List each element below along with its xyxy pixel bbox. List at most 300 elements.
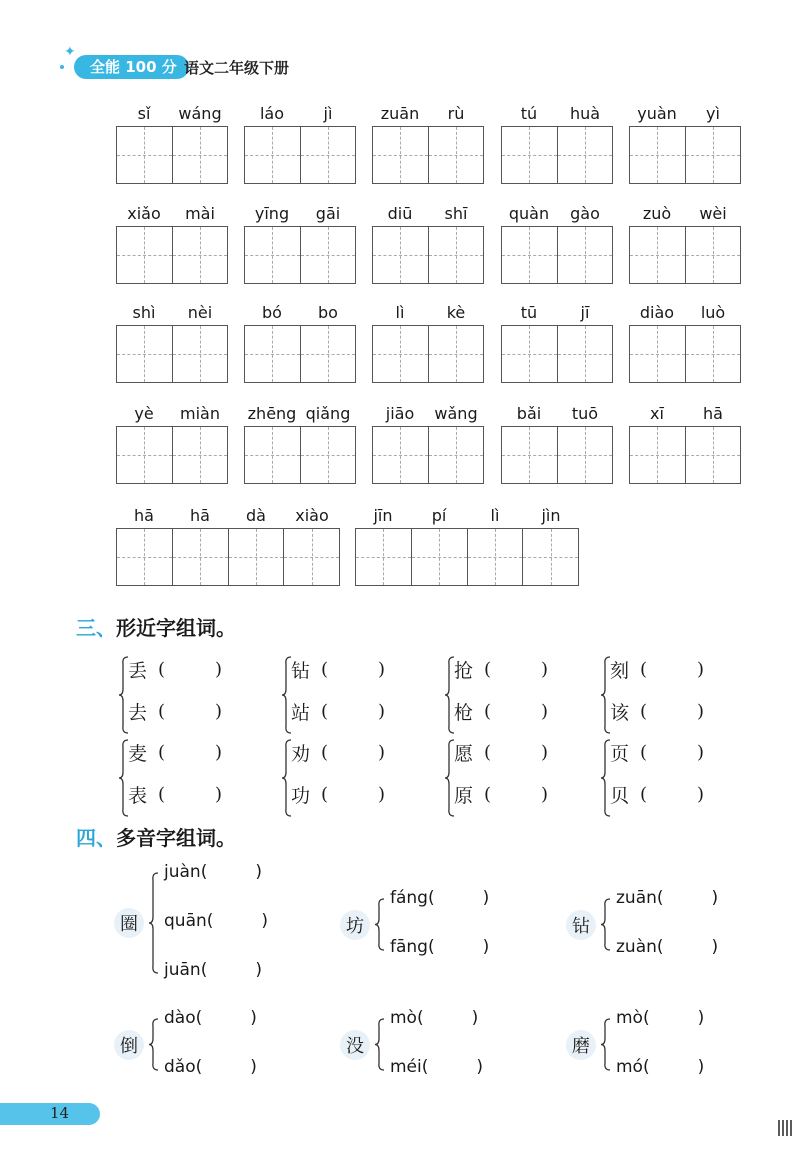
writing-cell[interactable]	[229, 529, 285, 585]
pinyin-word-box	[244, 402, 356, 484]
open-paren: (	[321, 700, 329, 722]
section-3-title	[76, 612, 236, 641]
similar-char-line	[610, 779, 704, 809]
similar-char: 愿	[454, 742, 474, 765]
pinyin-syllable: yì	[706, 104, 720, 123]
writing-cell[interactable]	[558, 326, 613, 382]
reading-line	[164, 960, 262, 980]
pinyin-word-box	[116, 301, 228, 383]
pinyin-word-box	[116, 504, 340, 586]
reading-line	[164, 1008, 257, 1028]
close-paren: )	[215, 658, 223, 680]
pinyin-syllable: láo	[259, 104, 285, 123]
writing-cell[interactable]	[468, 529, 524, 585]
open-paren: (	[321, 783, 329, 805]
pinyin-word-box	[629, 402, 741, 484]
similar-pair-group	[600, 737, 720, 821]
pinyin-word-box	[244, 202, 356, 284]
brace-icon	[374, 898, 386, 951]
pinyin-row	[244, 102, 356, 126]
pinyin-row	[501, 102, 613, 126]
writing-cell[interactable]	[173, 427, 228, 483]
open-paren: (	[656, 888, 664, 908]
similar-char-line	[454, 696, 548, 726]
pinyin-row	[372, 202, 484, 226]
pinyin-syllable: jì	[323, 104, 333, 123]
pinyin-word-box	[501, 102, 613, 184]
writing-cell[interactable]	[284, 529, 339, 585]
pinyin-row	[116, 202, 228, 226]
brace-icon	[148, 872, 160, 974]
writing-cell[interactable]	[630, 326, 686, 382]
pinyin-syllable: jīn	[373, 506, 393, 525]
similar-char: 抢	[454, 659, 474, 682]
close-paren: )	[697, 700, 705, 722]
pinyin-word-box	[372, 402, 484, 484]
pinyin-row	[501, 402, 613, 426]
writing-cell[interactable]	[173, 227, 228, 283]
open-paren: (	[642, 1008, 650, 1028]
pinyin-word-box	[372, 301, 484, 383]
pinyin-syllable: jī	[580, 303, 590, 322]
reading-pinyin: dǎo	[164, 1057, 196, 1077]
writing-cell[interactable]	[301, 326, 356, 382]
reading-line	[164, 862, 262, 882]
tianzige-cells	[244, 126, 356, 184]
similar-char-line	[128, 737, 222, 767]
close-paren: )	[250, 1057, 257, 1077]
pinyin-row	[372, 402, 484, 426]
writing-cell[interactable]	[686, 326, 741, 382]
similar-char: 表	[128, 784, 148, 807]
open-paren: (	[416, 1008, 424, 1028]
pinyin-row	[244, 202, 356, 226]
open-paren: (	[158, 741, 166, 763]
pinyin-syllable: luò	[700, 303, 726, 322]
pinyin-syllable: quàn	[508, 204, 550, 223]
close-paren: )	[711, 888, 719, 908]
open-paren: (	[427, 937, 435, 957]
writing-cell[interactable]	[301, 127, 356, 183]
open-paren: (	[421, 1057, 429, 1077]
similar-char-line	[128, 779, 222, 809]
pinyin-syllable: gào	[570, 204, 600, 223]
open-paren: (	[200, 960, 208, 980]
open-paren: (	[640, 700, 648, 722]
pinyin-syllable: wèi	[699, 204, 727, 223]
writing-cell[interactable]	[373, 326, 429, 382]
book-title: 语文二年级下册	[184, 59, 290, 77]
pinyin-syllable: sǐ	[137, 104, 151, 123]
pinyin-word-box	[372, 102, 484, 184]
open-paren: (	[484, 700, 492, 722]
pinyin-syllable: kè	[446, 303, 466, 322]
reading-line	[390, 937, 489, 957]
pinyin-syllable: gāi	[315, 204, 341, 223]
similar-char-line	[454, 737, 548, 767]
writing-cell[interactable]	[558, 427, 613, 483]
similar-pair-group	[444, 737, 564, 821]
pinyin-syllable: jiāo	[385, 404, 415, 423]
close-paren: )	[378, 783, 386, 805]
pinyin-syllable: hā	[134, 506, 154, 525]
tianzige-cells	[372, 426, 484, 484]
tianzige-cells	[244, 426, 356, 484]
pinyin-word-box	[116, 202, 228, 284]
similar-char: 贝	[610, 784, 630, 807]
tianzige-cells	[355, 528, 579, 586]
similar-char-line	[610, 654, 704, 684]
close-paren: )	[250, 1008, 257, 1028]
pinyin-syllable: pí	[431, 506, 447, 525]
tianzige-cells	[116, 325, 228, 383]
reading-pinyin: fāng	[390, 937, 428, 957]
pinyin-syllable: qiǎng	[305, 404, 351, 423]
similar-pair-group	[281, 737, 401, 821]
writing-cell[interactable]	[412, 529, 468, 585]
tianzige-cells	[629, 126, 741, 184]
similar-char: 丢	[128, 659, 148, 682]
reading-pinyin: fáng	[390, 888, 428, 908]
writing-cell[interactable]	[117, 326, 173, 382]
tianzige-cells	[501, 426, 613, 484]
writing-cell[interactable]	[523, 529, 578, 585]
reading-line	[390, 1008, 478, 1028]
open-paren: (	[195, 1057, 203, 1077]
close-paren: )	[215, 741, 223, 763]
pinyin-syllable: diào	[639, 303, 675, 322]
brace-icon	[600, 898, 612, 951]
pinyin-syllable: nèi	[187, 303, 213, 322]
pinyin-syllable: hā	[190, 506, 210, 525]
pinyin-syllable: lì	[490, 506, 500, 525]
pinyin-row	[116, 102, 228, 126]
pinyin-syllable: tuō	[571, 404, 599, 423]
reading-line	[616, 888, 718, 908]
open-paren: (	[484, 658, 492, 680]
pinyin-syllable: rù	[447, 104, 465, 123]
pinyin-row	[501, 202, 613, 226]
tianzige-cells	[501, 226, 613, 284]
similar-char: 原	[454, 784, 474, 807]
header-dot	[60, 65, 64, 69]
close-paren: )	[378, 658, 386, 680]
pinyin-syllable: yīng	[254, 204, 290, 223]
pinyin-syllable: tú	[520, 104, 538, 123]
similar-char-line	[454, 779, 548, 809]
pinyin-row	[355, 504, 579, 528]
pinyin-syllable: diū	[387, 204, 413, 223]
reading-pinyin: méi	[390, 1057, 422, 1077]
writing-cell[interactable]	[686, 427, 741, 483]
pinyin-word-box	[629, 102, 741, 184]
similar-char: 钻	[291, 659, 311, 682]
pinyin-syllable: bǎi	[516, 404, 542, 423]
pinyin-word-box	[372, 202, 484, 284]
reading-pinyin: zuān	[616, 888, 657, 908]
polyphone-character: 倒	[114, 1030, 144, 1060]
reading-pinyin: mò	[390, 1008, 417, 1028]
similar-char: 该	[610, 701, 630, 724]
similar-char: 枪	[454, 701, 474, 724]
section-4-text: 多音字组词。	[116, 826, 236, 850]
pinyin-syllable: miàn	[180, 404, 220, 423]
writing-cell[interactable]	[356, 529, 412, 585]
close-paren: )	[697, 741, 705, 763]
tianzige-cells	[372, 325, 484, 383]
pinyin-word-box	[629, 301, 741, 383]
pinyin-syllable: huà	[569, 104, 601, 123]
open-paren: (	[206, 911, 214, 931]
section-3-number: 三、	[76, 616, 116, 640]
polyphone-character: 坊	[340, 910, 370, 940]
pinyin-syllable: bó	[262, 303, 282, 322]
similar-pair-group	[118, 654, 238, 738]
pinyin-syllable: wáng	[178, 104, 222, 123]
tianzige-cells	[629, 426, 741, 484]
close-paren: )	[711, 937, 719, 957]
page-number: 14	[50, 1104, 70, 1122]
pinyin-word-box	[629, 202, 741, 284]
open-paren: (	[640, 658, 648, 680]
similar-char: 麦	[128, 742, 148, 765]
pinyin-syllable: bo	[318, 303, 338, 322]
pinyin-syllable: xī	[650, 404, 664, 423]
tianzige-cells	[116, 226, 228, 284]
reading-line	[616, 1057, 704, 1077]
tianzige-cells	[372, 226, 484, 284]
pinyin-word-box	[244, 301, 356, 383]
close-paren: )	[697, 783, 705, 805]
reading-pinyin: zuàn	[616, 937, 657, 957]
pinyin-word-box	[355, 504, 579, 586]
pinyin-syllable: yè	[134, 404, 154, 423]
reading-pinyin: mó	[616, 1057, 643, 1077]
open-paren: (	[158, 700, 166, 722]
writing-cell[interactable]	[502, 427, 558, 483]
reading-line	[616, 1008, 704, 1028]
pinyin-syllable: shì	[132, 303, 156, 322]
writing-cell[interactable]	[429, 326, 484, 382]
close-paren: )	[697, 1057, 705, 1077]
close-paren: )	[255, 960, 262, 980]
close-paren: )	[215, 783, 223, 805]
pinyin-word-box	[244, 102, 356, 184]
pinyin-row	[372, 102, 484, 126]
writing-cell[interactable]	[117, 127, 173, 183]
similar-char-line	[291, 696, 385, 726]
open-paren: (	[200, 862, 208, 882]
section-4-number: 四、	[76, 826, 116, 850]
tianzige-cells	[244, 226, 356, 284]
section-4-title	[76, 822, 236, 851]
series-badge: 全能 100 分	[74, 55, 189, 79]
pinyin-row	[116, 301, 228, 325]
open-paren: (	[484, 783, 492, 805]
pinyin-row	[372, 301, 484, 325]
pinyin-row	[244, 301, 356, 325]
pinyin-row	[501, 301, 613, 325]
pinyin-syllable: dà	[246, 506, 266, 525]
close-paren: )	[541, 741, 549, 763]
similar-pair-group	[281, 654, 401, 738]
writing-cell[interactable]	[373, 127, 429, 183]
polyphone-character: 没	[340, 1030, 370, 1060]
open-paren: (	[427, 888, 435, 908]
pinyin-syllable: wǎng	[434, 404, 478, 423]
tianzige-cells	[116, 426, 228, 484]
writing-cell[interactable]	[173, 326, 228, 382]
tianzige-cells	[372, 126, 484, 184]
similar-pair-group	[118, 737, 238, 821]
writing-cell[interactable]	[429, 227, 484, 283]
open-paren: (	[158, 658, 166, 680]
similar-char-line	[291, 779, 385, 809]
reading-pinyin: dào	[164, 1008, 196, 1028]
reading-line	[390, 1057, 483, 1077]
similar-char-line	[610, 696, 704, 726]
similar-char-line	[291, 654, 385, 684]
writing-cell[interactable]	[630, 127, 686, 183]
close-paren: )	[697, 658, 705, 680]
similar-char: 页	[610, 742, 630, 765]
similar-char: 劝	[291, 742, 311, 765]
pinyin-row	[244, 402, 356, 426]
tianzige-cells	[501, 126, 613, 184]
tianzige-cells	[629, 226, 741, 284]
pinyin-syllable: jìn	[541, 506, 561, 525]
pinyin-row	[629, 202, 741, 226]
reading-line	[390, 888, 489, 908]
writing-cell[interactable]	[301, 427, 356, 483]
writing-cell[interactable]	[558, 127, 613, 183]
similar-char: 功	[291, 784, 311, 807]
pinyin-syllable: shī	[444, 204, 468, 223]
similar-char-line	[128, 654, 222, 684]
pinyin-syllable: xiào	[295, 506, 329, 525]
open-paren: (	[321, 658, 329, 680]
similar-char: 去	[128, 701, 148, 724]
reading-pinyin: quān	[164, 911, 207, 931]
open-paren: (	[195, 1008, 203, 1028]
similar-pair-group	[600, 654, 720, 738]
writing-cell[interactable]	[429, 427, 484, 483]
writing-cell[interactable]	[686, 127, 741, 183]
reading-line	[164, 1057, 257, 1077]
reading-pinyin: juān	[164, 960, 201, 980]
pinyin-syllable: xiǎo	[127, 204, 161, 223]
pinyin-row	[629, 402, 741, 426]
open-paren: (	[640, 741, 648, 763]
similar-pair-group	[444, 654, 564, 738]
pinyin-syllable: tū	[520, 303, 538, 322]
brace-icon	[374, 1018, 386, 1071]
close-paren: )	[261, 911, 269, 931]
open-paren: (	[484, 741, 492, 763]
pinyin-syllable: zuò	[642, 204, 672, 223]
tianzige-cells	[501, 325, 613, 383]
tianzige-cells	[244, 325, 356, 383]
pinyin-syllable: lì	[395, 303, 405, 322]
writing-cell[interactable]	[245, 127, 301, 183]
close-paren: )	[482, 888, 490, 908]
writing-cell[interactable]	[117, 529, 173, 585]
writing-cell[interactable]	[245, 427, 301, 483]
close-paren: )	[255, 862, 262, 882]
section-3-text: 形近字组词。	[116, 616, 236, 640]
pinyin-syllable: zuān	[380, 104, 420, 123]
writing-cell[interactable]	[245, 326, 301, 382]
writing-cell[interactable]	[429, 127, 484, 183]
star-icon: ✦	[64, 44, 76, 60]
pinyin-syllable: mài	[185, 204, 215, 223]
writing-cell[interactable]	[245, 227, 301, 283]
writing-cell[interactable]	[173, 529, 229, 585]
close-paren: )	[697, 1008, 705, 1028]
writing-cell[interactable]	[630, 427, 686, 483]
open-paren: (	[640, 783, 648, 805]
writing-cell[interactable]	[373, 227, 429, 283]
writing-cell[interactable]	[117, 427, 173, 483]
pinyin-word-box	[501, 202, 613, 284]
writing-cell[interactable]	[630, 227, 686, 283]
open-paren: (	[642, 1057, 650, 1077]
close-paren: )	[541, 700, 549, 722]
reading-pinyin: mò	[616, 1008, 643, 1028]
open-paren: (	[656, 937, 664, 957]
similar-char-line	[291, 737, 385, 767]
similar-char-line	[454, 654, 548, 684]
open-paren: (	[321, 741, 329, 763]
tianzige-cells	[629, 325, 741, 383]
writing-cell[interactable]	[502, 326, 558, 382]
close-paren: )	[215, 700, 223, 722]
writing-cell[interactable]	[558, 227, 613, 283]
close-paren: )	[482, 937, 490, 957]
close-paren: )	[476, 1057, 484, 1077]
pinyin-row	[629, 301, 741, 325]
writing-cell[interactable]	[301, 227, 356, 283]
open-paren: (	[158, 783, 166, 805]
tianzige-cells	[116, 126, 228, 184]
pinyin-word-box	[116, 402, 228, 484]
writing-cell[interactable]	[686, 227, 741, 283]
writing-cell[interactable]	[373, 427, 429, 483]
similar-char: 刻	[610, 659, 630, 682]
writing-cell[interactable]	[173, 127, 228, 183]
similar-char-line	[128, 696, 222, 726]
pinyin-word-box	[501, 402, 613, 484]
writing-cell[interactable]	[502, 227, 558, 283]
pinyin-row	[116, 402, 228, 426]
pinyin-word-box	[116, 102, 228, 184]
close-paren: )	[541, 783, 549, 805]
similar-char: 站	[291, 701, 311, 724]
polyphone-character: 钻	[566, 910, 596, 940]
close-paren: )	[378, 741, 386, 763]
pinyin-row	[629, 102, 741, 126]
reading-line	[164, 911, 268, 931]
brace-icon	[600, 1018, 612, 1071]
close-paren: )	[471, 1008, 479, 1028]
writing-cell[interactable]	[117, 227, 173, 283]
tianzige-cells	[116, 528, 340, 586]
reading-pinyin: juàn	[164, 862, 201, 882]
reading-line	[616, 937, 718, 957]
brace-icon	[148, 1018, 160, 1071]
writing-cell[interactable]	[502, 127, 558, 183]
qr-code-icon	[778, 1120, 794, 1136]
